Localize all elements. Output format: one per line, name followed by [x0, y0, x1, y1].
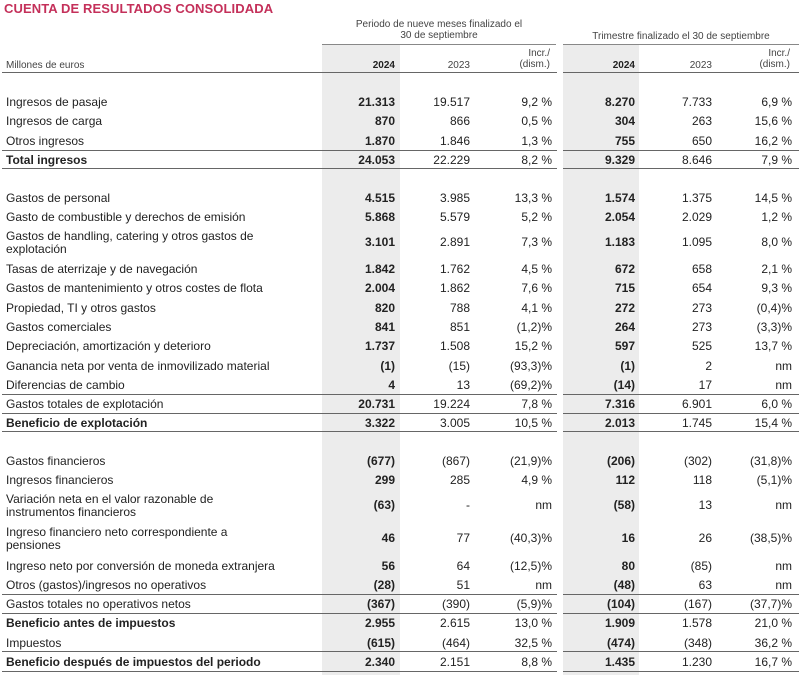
- change-quarter: nm: [775, 578, 792, 592]
- change-quarter: 36,2 %: [754, 636, 792, 650]
- value-2023-nine-months: 51: [456, 578, 470, 592]
- change-nine-months: (69,2)%: [509, 378, 552, 392]
- header-group-nine-months-line1: Periodo de nueve meses finalizado el: [355, 19, 523, 30]
- change-nine-months: (5,9)%: [516, 597, 552, 611]
- value-2023-quarter: 2.029: [681, 210, 712, 224]
- row-label: Diferencias de cambio: [6, 378, 125, 392]
- header-group-quarter: Trimestre finalizado el 30 de septiembre: [592, 31, 770, 42]
- row-label: Gastos totales no operativos netos: [6, 597, 191, 611]
- value-2024-quarter: 7.316: [604, 397, 635, 411]
- value-2023-quarter: 1.578: [681, 616, 712, 630]
- value-2023-quarter: 63: [698, 578, 712, 592]
- value-2024-quarter: 1.909: [604, 616, 635, 630]
- value-2023-nine-months: 5.579: [439, 210, 470, 224]
- header-col-2024-quarter: 2024: [612, 60, 635, 71]
- value-2023-nine-months: 2.891: [439, 235, 470, 249]
- change-nine-months: (93,3)%: [509, 359, 552, 373]
- change-quarter: 15,6 %: [754, 114, 792, 128]
- change-nine-months: (40,3)%: [509, 531, 552, 545]
- row-label: Otros ingresos: [6, 134, 85, 148]
- change-quarter: 16,7 %: [754, 655, 792, 669]
- value-2023-quarter: 658: [691, 262, 712, 276]
- change-nine-months: 9,2 %: [521, 95, 552, 109]
- change-quarter: 16,2 %: [754, 134, 792, 148]
- value-2024-quarter: 597: [614, 339, 635, 353]
- value-2024-nine-months: 2.340: [364, 655, 395, 669]
- value-2023-nine-months: 285: [449, 473, 470, 487]
- value-2023-quarter: 273: [691, 301, 712, 315]
- value-2023-nine-months: 1.846: [439, 134, 470, 148]
- value-2024-nine-months: 1.842: [364, 262, 395, 276]
- value-2024-nine-months: (367): [366, 597, 395, 611]
- value-2023-quarter: 1.375: [681, 191, 712, 205]
- value-2023-nine-months: 19.224: [433, 397, 470, 411]
- value-2023-nine-months: 1.862: [439, 281, 470, 295]
- row-label: Depreciación, amortización y deterioro: [6, 339, 211, 353]
- change-nine-months: 10,5 %: [514, 416, 552, 430]
- value-2023-quarter: 1.745: [681, 416, 712, 430]
- value-2024-nine-months: 841: [374, 320, 395, 334]
- row-label: Otros (gastos)/ingresos no operativos: [6, 578, 207, 592]
- change-quarter: (38,5)%: [749, 531, 792, 545]
- value-2024-nine-months: 2.004: [364, 281, 395, 295]
- header-group-nine-months-rule: [322, 44, 556, 45]
- value-2023-quarter: 263: [691, 114, 712, 128]
- change-nine-months: nm: [535, 578, 552, 592]
- change-quarter: nm: [775, 378, 792, 392]
- value-2023-nine-months: 64: [456, 559, 470, 573]
- value-2023-nine-months: (464): [441, 636, 470, 650]
- change-quarter: 1,2 %: [761, 210, 792, 224]
- value-2023-nine-months: 851: [449, 320, 470, 334]
- change-nine-months: (12,5)%: [509, 559, 552, 573]
- value-2024-quarter: 264: [614, 320, 635, 334]
- value-2024-quarter: 304: [614, 114, 635, 128]
- change-nine-months: 32,5 %: [514, 636, 552, 650]
- value-2024-nine-months: 2.955: [364, 616, 395, 630]
- change-nine-months: 13,3 %: [514, 191, 552, 205]
- header-col-incr-nine-months: [519, 48, 550, 70]
- value-2023-nine-months: 2.151: [439, 655, 470, 669]
- value-2024-nine-months: 3.322: [364, 416, 395, 430]
- value-2023-quarter: 1.095: [681, 235, 712, 249]
- value-2023-nine-months: 866: [449, 114, 470, 128]
- value-2023-quarter: 7.733: [681, 95, 712, 109]
- value-2024-nine-months: 3.101: [364, 235, 395, 249]
- value-2023-quarter: (167): [683, 597, 712, 611]
- value-2024-nine-months: 820: [374, 301, 395, 315]
- change-nine-months: 15,2 %: [514, 339, 552, 353]
- row-label: Ingreso neto por conversión de moneda extranjera: [6, 559, 275, 573]
- header-col-2023-nine-months: 2023: [447, 60, 470, 71]
- value-2023-quarter: 118: [692, 473, 712, 487]
- change-quarter: nm: [775, 498, 792, 512]
- change-nine-months: 7,8 %: [521, 397, 552, 411]
- change-quarter: 6,0 %: [761, 397, 792, 411]
- row-label: Gastos totales de explotación: [6, 397, 164, 411]
- change-nine-months: 4,1 %: [521, 301, 552, 315]
- value-2023-nine-months: 13: [456, 378, 470, 392]
- value-2024-quarter: (48): [613, 578, 635, 592]
- change-nine-months: 7,6 %: [521, 281, 552, 295]
- value-2023-quarter: 26: [698, 531, 712, 545]
- value-2024-nine-months: 870: [374, 114, 395, 128]
- value-2024-quarter: 272: [614, 301, 635, 315]
- row-label: Gastos comerciales: [6, 320, 112, 334]
- row-label: Impuestos: [6, 636, 62, 650]
- value-2023-quarter: 1.230: [681, 655, 712, 669]
- change-nine-months: 8,2 %: [521, 153, 552, 167]
- value-2023-nine-months: 1.508: [439, 339, 470, 353]
- value-2023-quarter: 654: [691, 281, 712, 295]
- header-col-incr-line2: (dism.): [519, 59, 550, 70]
- value-2023-nine-months: 19.517: [433, 95, 470, 109]
- header-group-nine-months: [322, 19, 556, 41]
- change-quarter: nm: [775, 559, 792, 573]
- value-2023-quarter: (348): [683, 636, 712, 650]
- header-col-incr-line1: Incr./: [768, 48, 790, 59]
- change-quarter: 15,4 %: [754, 416, 792, 430]
- value-2023-quarter: 525: [691, 339, 712, 353]
- value-2023-nine-months: (390): [441, 597, 470, 611]
- row-label-continuation: pensiones: [6, 538, 61, 552]
- value-2024-quarter: (206): [606, 454, 635, 468]
- header-col-incr-line2: (dism.): [759, 59, 790, 70]
- header-col-2024-nine-months: 2024: [372, 60, 395, 71]
- row-label: Gasto de combustible y derechos de emisión: [6, 210, 246, 224]
- value-2024-nine-months: (677): [366, 454, 395, 468]
- value-2023-quarter: (85): [690, 559, 712, 573]
- change-nine-months: (21,9)%: [509, 454, 552, 468]
- change-quarter: 13,7 %: [754, 339, 792, 353]
- value-2024-nine-months: 1.870: [364, 134, 395, 148]
- value-2023-quarter: 17: [698, 378, 712, 392]
- change-quarter: (3,3)%: [756, 320, 792, 334]
- value-2024-quarter: 2.054: [604, 210, 635, 224]
- value-2024-nine-months: (28): [373, 578, 395, 592]
- value-2023-nine-months: 77: [456, 531, 470, 545]
- header-unit-label: Millones de euros: [6, 60, 85, 71]
- value-2024-quarter: 80: [621, 559, 635, 573]
- value-2023-nine-months: 2.615: [439, 616, 470, 630]
- value-2024-quarter: 1.435: [604, 655, 635, 669]
- value-2023-quarter: 8.646: [681, 153, 712, 167]
- change-quarter: 6,9 %: [761, 95, 792, 109]
- value-2024-nine-months: (615): [366, 636, 395, 650]
- value-2023-quarter: 2: [705, 359, 712, 373]
- change-nine-months: 1,3 %: [521, 134, 552, 148]
- row-label: Gastos de personal: [6, 191, 111, 205]
- value-2024-quarter: (1): [620, 359, 635, 373]
- header-col-2023-quarter: 2023: [689, 60, 712, 71]
- value-2024-quarter: 2.013: [604, 416, 635, 430]
- row-label: Gastos de mantenimiento y otros costes de flota: [6, 281, 263, 295]
- row-label: Ingresos de pasaje: [6, 95, 108, 109]
- value-2024-quarter: 1.183: [604, 235, 635, 249]
- value-2024-nine-months: 56: [381, 559, 395, 573]
- change-quarter: 2,1 %: [761, 262, 792, 276]
- change-nine-months: (1,2)%: [516, 320, 552, 334]
- value-2024-nine-months: (63): [373, 498, 395, 512]
- row-label: Beneficio antes de impuestos: [6, 616, 176, 630]
- value-2024-quarter: 755: [614, 134, 635, 148]
- change-nine-months: 4,5 %: [521, 262, 552, 276]
- row-label-continuation: instrumentos financieros: [6, 505, 137, 519]
- change-nine-months: 13,0 %: [514, 616, 552, 630]
- row-label: Variación neta en el valor razonable de: [6, 492, 214, 506]
- value-2024-nine-months: 4.515: [364, 191, 395, 205]
- row-label: Gastos financieros: [6, 454, 106, 468]
- value-2024-quarter: 1.574: [604, 191, 635, 205]
- value-2024-nine-months: 20.731: [358, 397, 395, 411]
- row-label: Beneficio de explotación: [6, 416, 148, 430]
- change-nine-months: 7,3 %: [521, 235, 552, 249]
- value-2024-quarter: 715: [614, 281, 635, 295]
- value-2023-nine-months: (15): [448, 359, 470, 373]
- value-2024-nine-months: (1): [380, 359, 395, 373]
- header-col-incr-line1: Incr./: [528, 48, 550, 59]
- change-quarter: 21,0 %: [754, 616, 792, 630]
- change-quarter: (31,8)%: [749, 454, 792, 468]
- value-2023-nine-months: -: [466, 498, 470, 512]
- change-nine-months: 4,9 %: [521, 473, 552, 487]
- value-2023-quarter: 273: [691, 320, 712, 334]
- value-2024-nine-months: 5.868: [364, 210, 395, 224]
- row-label: Beneficio después de impuestos del periodo: [6, 655, 261, 669]
- change-quarter: 9,3 %: [761, 281, 792, 295]
- value-2023-quarter: 13: [698, 498, 712, 512]
- report-title: CUENTA DE RESULTADOS CONSOLIDADA: [4, 1, 274, 16]
- value-2023-quarter: (302): [683, 454, 712, 468]
- row-label: Gastos de handling, catering y otros gastos de: [6, 229, 254, 243]
- value-2024-nine-months: 299: [374, 473, 395, 487]
- header-col-incr-quarter: [759, 48, 790, 70]
- value-2023-quarter: 650: [691, 134, 712, 148]
- value-2023-nine-months: 3.005: [439, 416, 470, 430]
- value-2024-quarter: 8.270: [604, 95, 635, 109]
- header-group-quarter-rule: [563, 44, 799, 45]
- row-label: Ingresos financieros: [6, 473, 114, 487]
- row-label: Total ingresos: [6, 153, 88, 167]
- value-2024-nine-months: 21.313: [358, 95, 395, 109]
- value-2024-quarter: (58): [613, 498, 635, 512]
- change-nine-months: 8,8 %: [521, 655, 552, 669]
- change-quarter: (5,1)%: [756, 473, 792, 487]
- row-label-continuation: explotación: [6, 242, 67, 256]
- change-nine-months: 5,2 %: [521, 210, 552, 224]
- value-2023-nine-months: 1.762: [439, 262, 470, 276]
- change-quarter: (37,7)%: [749, 597, 792, 611]
- change-nine-months: 0,5 %: [521, 114, 552, 128]
- row-label: Ingresos de carga: [6, 114, 103, 128]
- value-2023-quarter: 6.901: [681, 397, 712, 411]
- value-2023-nine-months: (867): [441, 454, 470, 468]
- value-2024-quarter: 672: [614, 262, 635, 276]
- value-2024-quarter: 112: [615, 473, 635, 487]
- value-2024-quarter: (104): [606, 597, 635, 611]
- value-2024-nine-months: 1.737: [364, 339, 395, 353]
- value-2023-nine-months: 3.985: [439, 191, 470, 205]
- value-2024-quarter: 16: [621, 531, 635, 545]
- row-label: Propiedad, TI y otros gastos: [6, 301, 156, 315]
- value-2023-nine-months: 22.229: [433, 153, 470, 167]
- row-label: Ingreso financiero neto correspondiente a: [6, 525, 228, 539]
- value-2024-nine-months: 4: [388, 378, 395, 392]
- row-label: Ganancia neta por venta de inmovilizado material: [6, 359, 270, 373]
- value-2024-nine-months: 24.053: [358, 153, 395, 167]
- value-2024-quarter: 9.329: [604, 153, 635, 167]
- value-2024-quarter: (14): [613, 378, 635, 392]
- change-quarter: 14,5 %: [754, 191, 792, 205]
- value-2023-nine-months: 788: [449, 301, 470, 315]
- change-quarter: 8,0 %: [761, 235, 792, 249]
- row-label: Tasas de aterrizaje y de navegación: [6, 262, 198, 276]
- value-2024-quarter: (474): [606, 636, 635, 650]
- change-quarter: (0,4)%: [756, 301, 792, 315]
- change-quarter: nm: [775, 359, 792, 373]
- value-2024-nine-months: 46: [381, 531, 395, 545]
- header-group-nine-months-line2: 30 de septiembre: [400, 30, 478, 41]
- change-nine-months: nm: [535, 498, 552, 512]
- change-quarter: 7,9 %: [761, 153, 792, 167]
